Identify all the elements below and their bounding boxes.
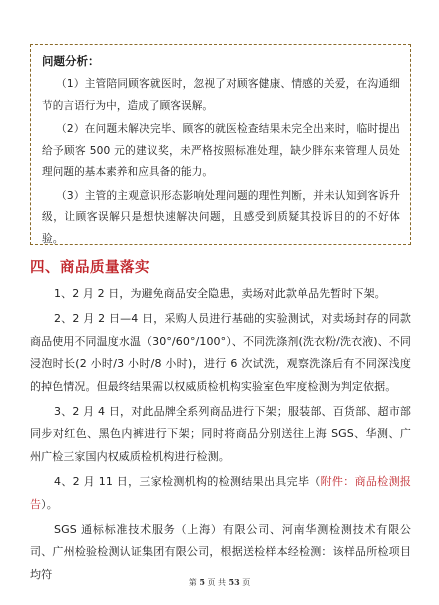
paragraph-1: 1、2 月 2 日，为避免商品安全隐患，卖场对此款单品先暂时下架。 bbox=[54, 287, 386, 300]
paragraph-5: SGS 通标标准技术服务（上海）有限公司、河南华测检测技术有限公司、广州检验检测认证集团有限公司，根据送检样本经检测：该样品所检项目均符 bbox=[30, 523, 411, 581]
analysis-point-3: （3）主管的主观意识形态影响处理问题的理性判断，并未认知到客诉升级，让顾客误解只是想快速解决问题，且感受到质疑其投诉目的的不好体验。 bbox=[42, 189, 400, 245]
analysis-box bbox=[30, 44, 411, 245]
footer-prefix: 第 bbox=[188, 578, 197, 587]
page-total: 53 bbox=[228, 577, 240, 587]
analysis-title: 问题分析： bbox=[42, 54, 100, 68]
paragraph-2: 2、2 月 2 日—4 日，采购人员进行基础的实验测试，对卖场封存的同款商品使用不同温度水温（30°/60°/100°）、不同洗涤剂(洗衣粉/洗衣液)、不同浸泡时长(2 小时/3 小时/8 小时)，进行 6 次试洗，观察洗涤后有不同深浅度的掉色情况。但最终结果需以权威质检机构实验室色牢度检测为判定依据。 bbox=[30, 312, 411, 393]
section-heading: 四、商品质量落实 bbox=[30, 260, 150, 276]
analysis-point-2: （2）在问题未解决完毕、顾客的就医检查结果未完全出来时，临时提出给予顾客 500 元的建议奖，未严格按照标准处理，缺少胖东来管理人员处理问题的基本素养和应具备的能力。 bbox=[42, 123, 400, 178]
analysis-point-1: （1）主管陪同顾客就医时，忽视了对顾客健康、情感的关爱，在沟通细节的言语行为中，造成了顾客误解。 bbox=[42, 78, 400, 112]
body-text bbox=[30, 283, 411, 589]
paragraph-4-end: ）。 bbox=[41, 497, 58, 511]
paragraph-4 bbox=[30, 471, 411, 516]
paragraph-3: 3、2 月 4 日，对此品牌全系列商品进行下架；服装部、百货部、超市部同步对红色、黑色内裤进行下架；同时将商品分别送往上海 SGS、华测、广州广检三家国内权威质检机构进行检测。 bbox=[30, 405, 411, 463]
page-footer bbox=[0, 577, 439, 588]
page-number: 5 bbox=[199, 577, 205, 587]
footer-middle: 页 共 bbox=[207, 578, 226, 587]
attachment-link[interactable]: 附件：商品检测报告 bbox=[30, 475, 411, 511]
footer-suffix: 页 bbox=[242, 578, 251, 587]
paragraph-4-text: 4、2 月 11 日，三家检测机构的检测结果出具完毕（ bbox=[54, 475, 321, 489]
